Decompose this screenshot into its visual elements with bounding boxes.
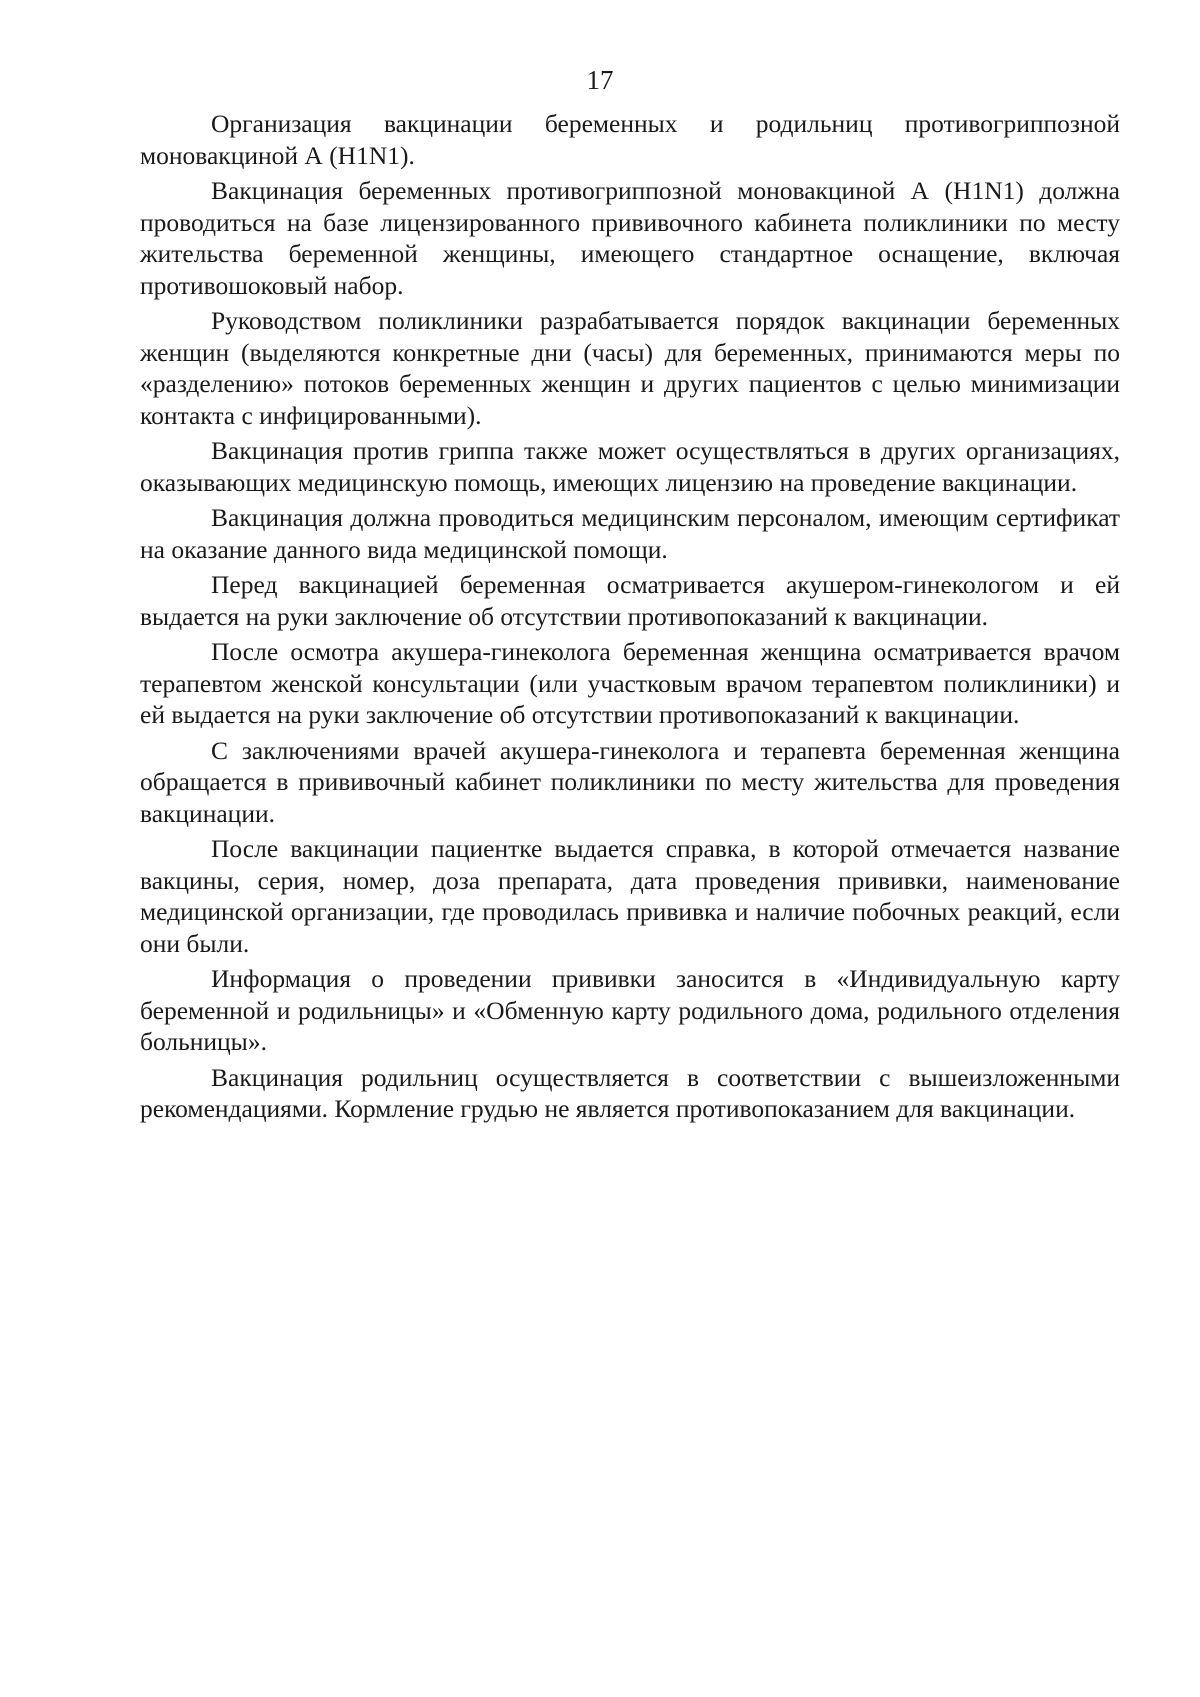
paragraph-other-organizations: Вакцинация против гриппа также может осуществляться в других организациях, оказывающих медицинскую помощь, имеющих лицензию на проведение вакцинации. [140, 436, 1120, 497]
paragraph-vaccination-organization: Организация вакцинации беременных и родильниц противогриппозной моновакциной А (H1N1). [140, 109, 1120, 170]
paragraph-records: Информация о проведении прививки заносится в «Индивидуальную карту беременной и родильницы» и «Обменную карту родильного дома, родильного отделения больницы». [140, 964, 1120, 1056]
document-body [140, 108, 1120, 1129]
paragraph-vaccination-location: Вакцинация беременных противогриппозной моновакциной А (H1N1) должна проводиться на базе лицензированного прививочного кабинета поликлиники по месту жительства беременной женщины, имеющего стандартное оснащение, включая противошоковый набор. [140, 176, 1120, 300]
paragraph-vaccination-certificate: После вакцинации пациентке выдается справка, в которой отмечается название вакцины, серия, номер, доза препарата, дата проведения прививки, наименование медицинской организации, где проводилась прививка и наличие побочных реакций, если они были. [140, 834, 1120, 958]
paragraph-therapist-exam: После осмотра акушера-гинеколога беременная женщина осматривается врачом терапевтом женской консультации (или участковым врачом терапевтом поликлиники) и ей выдается на руки заключение об отсутствии противопоказаний к вакцинации. [140, 637, 1120, 729]
paragraph-postpartum-vaccination: Вакцинация родильниц осуществляется в соответствии с вышеизложенными рекомендациями. Кормление грудью не является противопоказанием для вакцинации. [140, 1062, 1120, 1123]
paragraph-obstetrician-exam: Перед вакцинацией беременная осматривается акушером-гинекологом и ей выдается на руки заключение об отсутствии противопоказаний к вакцинации. [140, 570, 1120, 631]
paragraph-vaccination-schedule: Руководством поликлиники разрабатывается порядок вакцинации беременных женщин (выделяются конкретные дни (часы) для беременных, принимаются меры по «разделению» потоков беременных женщин и других пациентов с целью минимизации контакта с инфицированными). [140, 306, 1120, 430]
paragraph-referral-to-vaccination: С заключениями врачей акушера-гинеколога и терапевта беременная женщина обращается в прививочный кабинет поликлиники по месту жительства для проведения вакцинации. [140, 735, 1120, 828]
page-number: 17 [586, 65, 614, 95]
paragraph-medical-staff: Вакцинация должна проводиться медицинским персоналом, имеющим сертификат на оказание данного вида медицинской помощи. [140, 503, 1120, 564]
